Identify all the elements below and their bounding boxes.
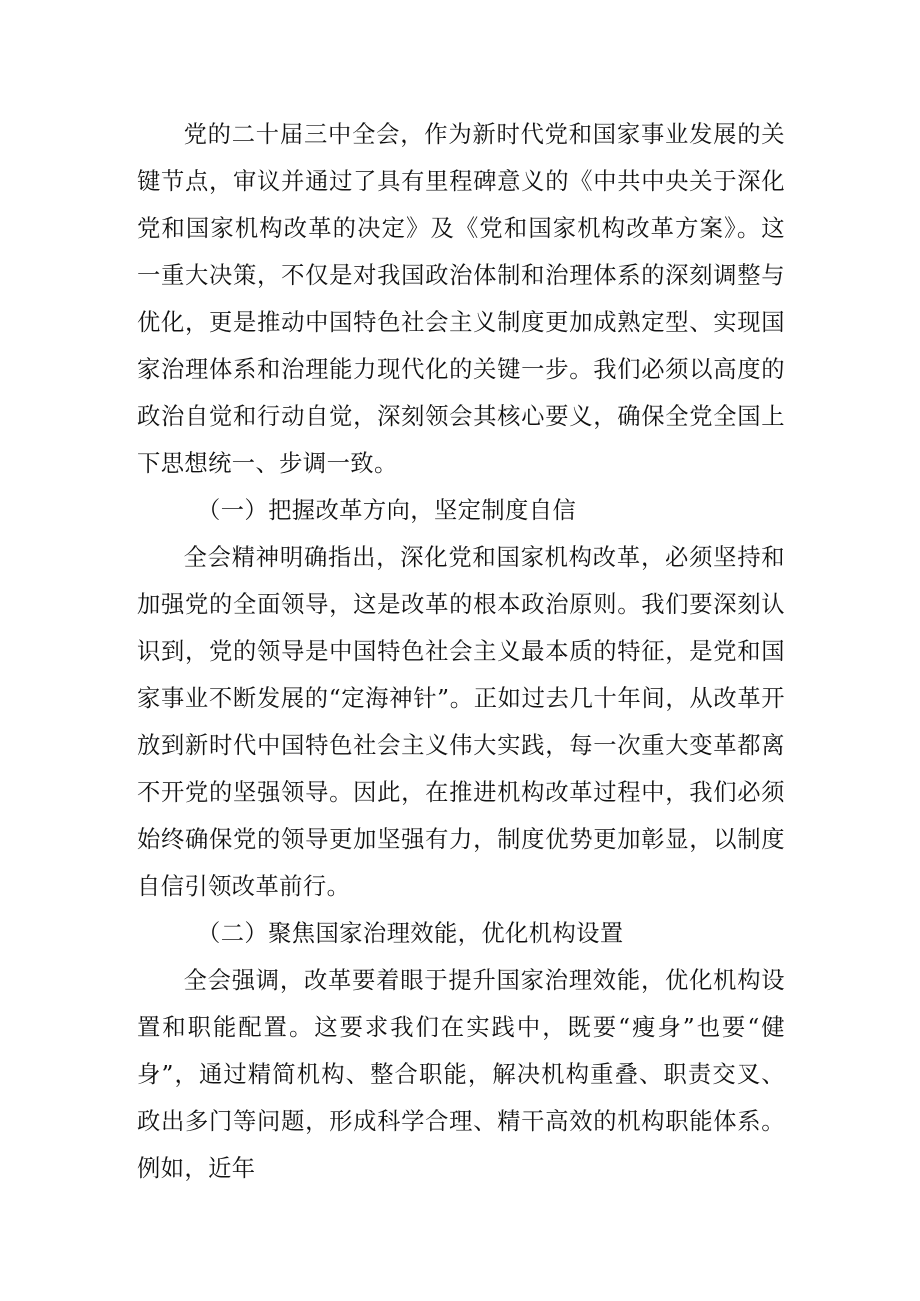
section-heading-2: （二）聚焦国家治理效能，优化机构设置 [197, 920, 624, 947]
body-paragraph-1: 党的二十届三中全会，作为新时代党和国家事业发展的关键节点，审议并通过了具有里程碑意义的《中共中央关于深化党和国家机构改革的决定》及《党和国家机构改革方案》。这一重大决策，不仅是对我国政治体制和治理体系的深刻调整与优化，更是推动中国特色社会主义制度更加成熟定型、实现国家治理体系和治理能力现代化的关键一步。我们必须以高度的政治自觉和行动自觉，深刻领会其核心要义，确保全党全国上下思想统一、步调一致。 [137, 121, 785, 477]
document-body [137, 111, 785, 1192]
section-heading-1: （一）把握改革方向，坚定制度自信 [197, 497, 577, 524]
body-paragraph-3: 全会强调，改革要着眼于提升国家治理效能，优化机构设置和职能配置。这要求我们在实践中，既要“瘦身”也要“健身”，通过精简机构、整合职能，解决机构重叠、职责交叉、政出多门等问题，形成科学合理、精干高效的机构职能体系。例如，近年 [137, 967, 785, 1182]
body-paragraph-2: 全会精神明确指出，深化党和国家机构改革，必须坚持和加强党的全面领导，这是改革的根本政治原则。我们要深刻认识到，党的领导是中国特色社会主义最本质的特征，是党和国家事业不断发展的“定海神针”。正如过去几十年间，从改革开放到新时代中国特色社会主义伟大实践，每一次重大变革都离不开党的坚强领导。因此，在推进机构改革过程中，我们必须始终确保党的领导更加坚强有力，制度优势更加彰显，以制度自信引领改革前行。 [137, 544, 785, 900]
